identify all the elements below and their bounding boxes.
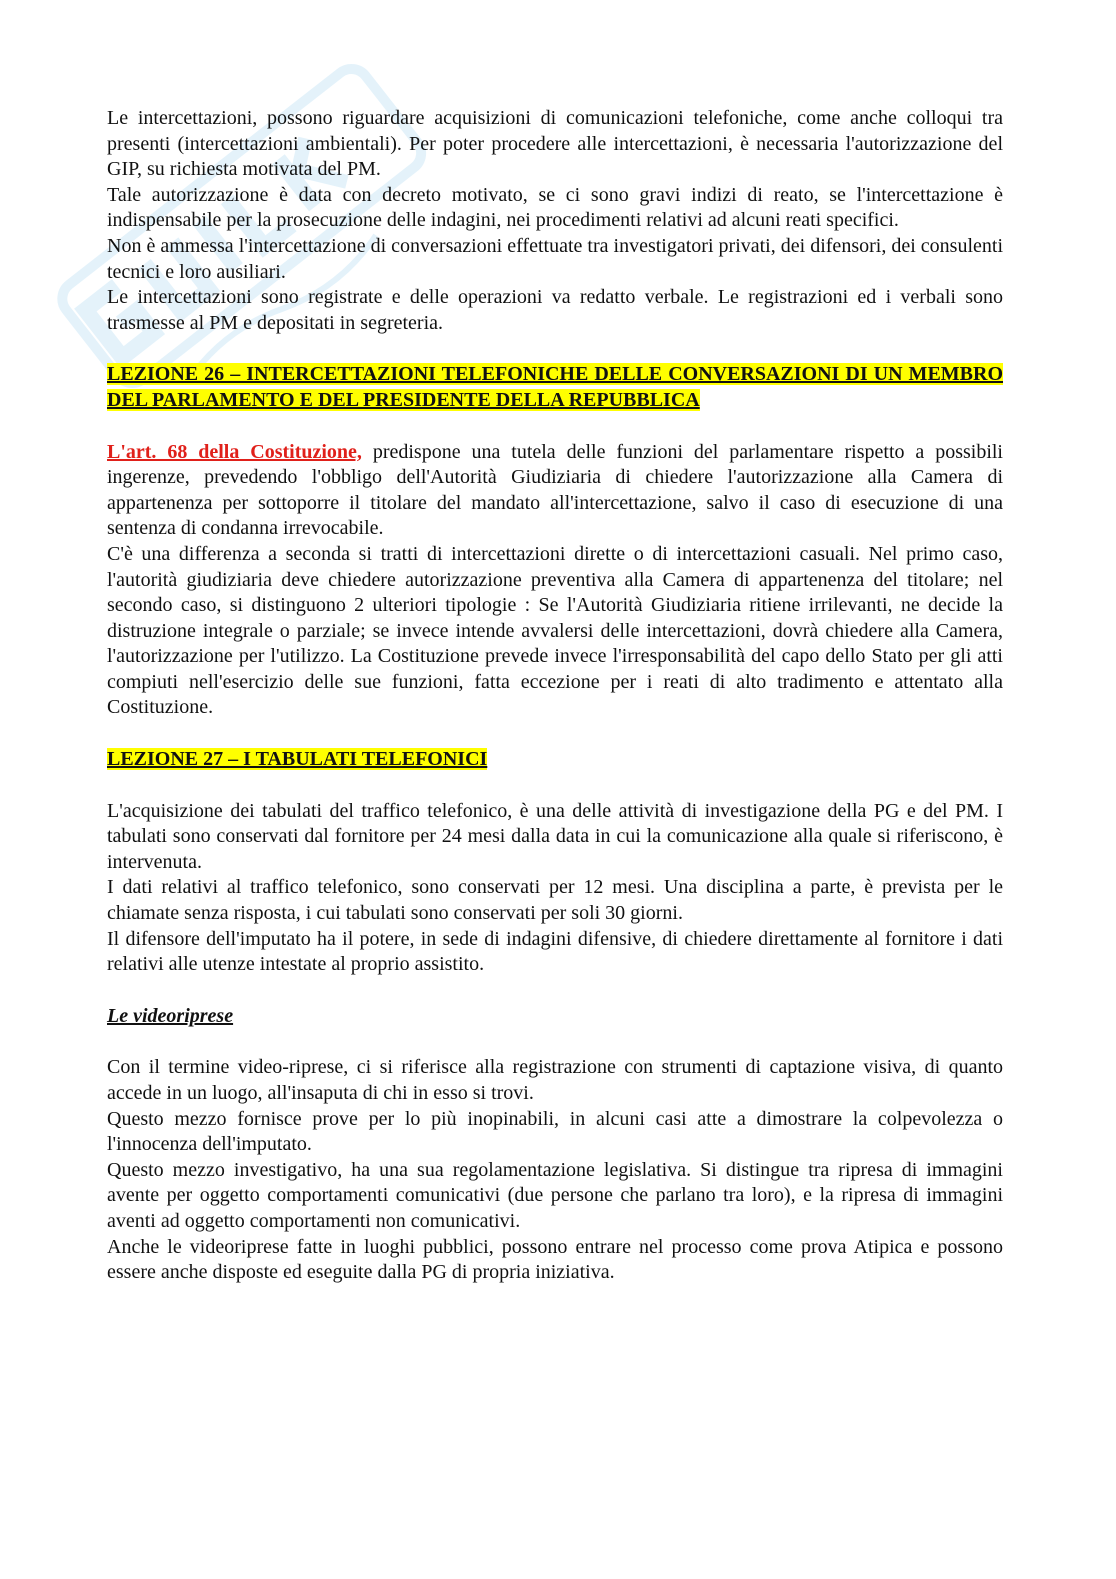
spacer — [107, 1029, 1003, 1055]
lesson-27-paragraph-2: I dati relativi al traffico telefonico, sono conservati per 12 mesi. Una disciplina a parte, è prevista per le chiamate senza risposta, i cui tabulati sono conservati per soli 30 giorni. — [107, 876, 1003, 925]
spacer — [107, 721, 1003, 747]
lesson-27-paragraph-3: Il difensore dell'imputato ha il potere, in sede di indagini difensive, di chiedere direttamente al fornitore i dati relativi alle utenze intestate al proprio assistito. — [107, 927, 1003, 976]
videoriprese-paragraph-2: Questo mezzo fornisce prove per lo più inopinabili, in alcuni casi atte a dimostrare la colpevolezza o l'innocenza dell'imputato. — [107, 1107, 1003, 1156]
videoriprese-paragraph-3: Questo mezzo investigativo, ha una sua regolamentazione legislativa. Si distingue tra ripresa di immagini avente per oggetto comportamenti comunicativi (due persone che parlano tra loro), e la ripresa di immagini aventi ad oggetto comportamenti non comunicativi. — [107, 1158, 1003, 1232]
lesson-26-paragraph-1-text: predispone una tutela delle funzioni del parlamentare rispetto a possibili ingerenze, prevedendo l'obbligo dell'Autorità Giudiziaria di chiedere l'autorizzazione alla Camera di appartenenza per sottoporre il titolare del mandato all'intercettazione, salvo il caso di esecuzione di una sentenza di condanna irrevocabile. — [107, 440, 1003, 540]
lesson-27-title: LEZIONE 27 – I TABULATI TELEFONICI — [107, 748, 488, 771]
spacer — [107, 773, 1003, 799]
lesson-26-title: LEZIONE 26 – INTERCETTAZIONI TELEFONICHE DELLE CONVERSAZIONI DI UN MEMBRO DEL PARLAMENTO E DEL PRESIDENTE DELLA REPUBBLICA — [107, 363, 1003, 411]
lesson-27-heading — [107, 747, 1003, 773]
document-page — [107, 106, 1003, 1286]
spacer — [107, 336, 1003, 362]
lesson-26-paragraph-1 — [107, 440, 1003, 542]
lesson-26-paragraph-2: C'è una differenza a seconda si tratti di intercettazioni dirette o di intercettazioni casuali. Nel primo caso, l'autorità giudiziaria deve chiedere autorizzazione preventiva alla Camera di appartenenza del titolare; nel secondo caso, si distinguono 2 ulteriori tipologie : Se l'Autorità Giudiziaria ritiene irrilevanti, ne decide la distruzione integrale o parziale; se invece intende avvalersi delle intercettazioni, dovrà chiedere alla Camera, l'autorizzazione per l'utilizzo. La Costituzione prevede invece l'irresponsabilità del capo dello Stato per gli atti compiuti nell'esercizio delle sue funzioni, fatta eccezione per i reati di alto tradimento e attentato alla Costituzione. — [107, 542, 1003, 719]
videoriprese-paragraph-4: Anche le videoriprese fatte in luoghi pubblici, possono entrare nel processo come prova Atipica e possono essere anche disposte ed eseguite dalla PG di propria iniziativa. — [107, 1235, 1003, 1284]
intro-paragraph-1: Le intercettazioni, possono riguardare acquisizioni di comunicazioni telefoniche, come anche colloqui tra presenti (intercettazioni ambientali). Per poter procedere alle intercettazioni, è necessaria l'autorizzazione del GIP, su richiesta motivata del PM. — [107, 107, 1003, 181]
intro-paragraph-2: Tale autorizzazione è data con decreto motivato, se ci sono gravi indizi di reato, se l'intercettazione è indispensabile per la prosecuzione delle indagini, nei procedimenti relativi ad alcuni reati specifici. — [107, 183, 1003, 232]
intro-paragraph-3: Non è ammessa l'intercettazione di conversazioni effettuate tra investigatori privati, dei difensori, dei consulenti tecnici e loro ausiliari. — [107, 234, 1003, 283]
spacer — [107, 414, 1003, 440]
videoriprese-heading: Le videoriprese — [107, 1004, 234, 1027]
lesson-26-heading — [107, 362, 1003, 413]
spacer — [107, 978, 1003, 1004]
lesson-27-paragraph-1: L'acquisizione dei tabulati del traffico telefonico, è una delle attività di investigazione della PG e del PM. I tabulati sono conservati dal fornitore per 24 mesi dalla data in cui la comunicazione alla quale si riferiscono, è intervenuta. — [107, 799, 1003, 873]
intro-paragraph-4: Le intercettazioni sono registrate e delle operazioni va redatto verbale. Le registrazioni ed i verbali sono trasmesse al PM e depositati in segreteria. — [107, 286, 1003, 334]
videoriprese-paragraph-1: Con il termine video-riprese, ci si riferisce alla registrazione con strumenti di captazione visiva, di quanto accede in un luogo, all'insaputa di chi in esso si trovi. — [107, 1056, 1003, 1104]
constitution-article-reference: L'art. 68 della Costituzione, — [107, 440, 362, 463]
